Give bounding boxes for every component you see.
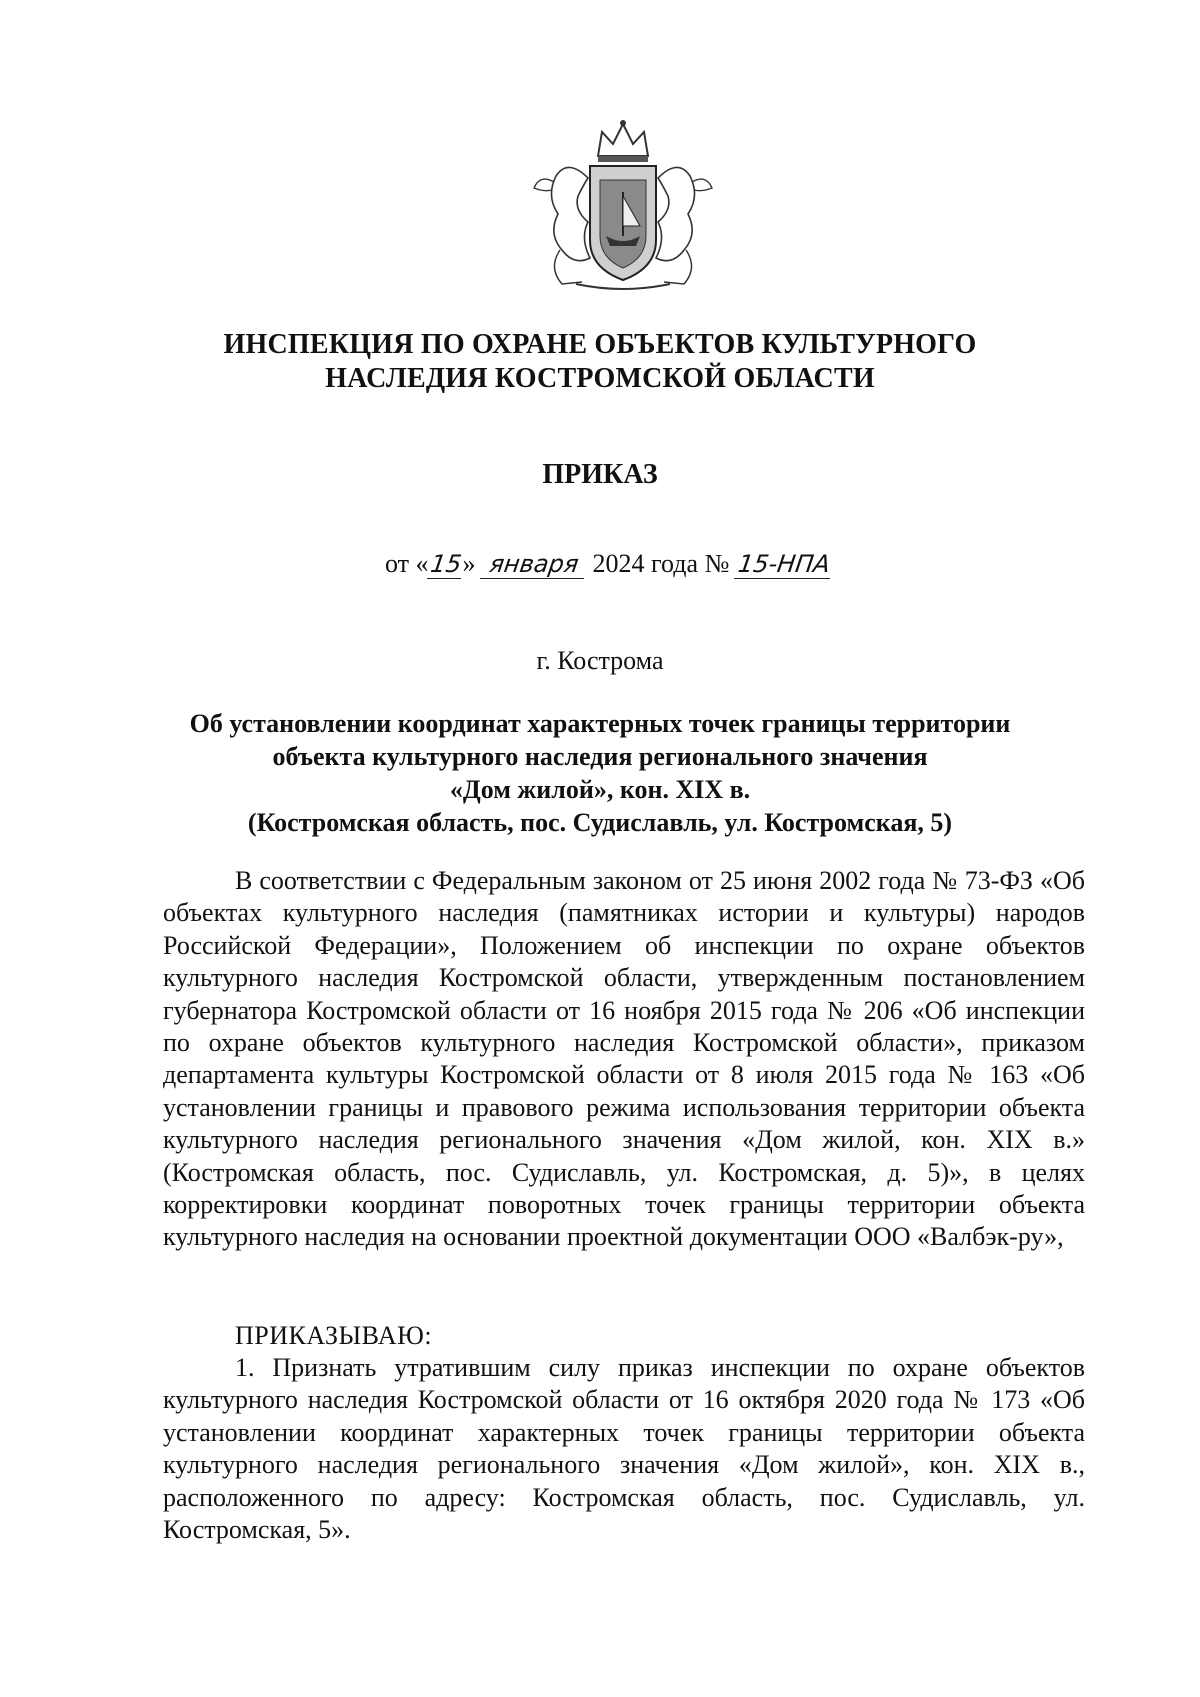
date-prefix: от: [385, 549, 410, 578]
day-close-quote: »: [462, 549, 476, 578]
day-open-quote: «: [415, 549, 429, 578]
coat-of-arms-emblem: [518, 118, 728, 294]
subject-line-3: «Дом жилой», кон. XIX в.: [449, 775, 751, 804]
subject-line-1: Об установлении координат характерных точек границы территории: [189, 709, 1011, 738]
handwritten-day: 15: [428, 550, 463, 578]
city-line: г. Кострома: [536, 646, 664, 675]
org-title-line-1: ИНСПЕКЦИЯ ПО ОХРАНЕ ОБЪЕКТОВ КУЛЬТУРНОГО: [223, 329, 977, 360]
order-subject-heading: [160, 707, 1040, 839]
preamble-paragraph: В соответствии с Федеральным законом от 25 июня 2002 года № 73-ФЗ «Об объектах культурного наследия (памятниках истории и культуры) народов Российской Федерации», Положением об инспекции по охране объектов культурного наследия Костромской области, утвержденным постановлением губернатора Костромской области от 16 ноября 2015 года № 206 «Об инспекции по охране объектов культурного наследия Костромской области», приказом департамента культуры Костромской области от 8 июля 2015 года № 163 «Об установлении границы и правового режима использования территории объекта культурного наследия регионального значения «Дом жилой, кон. XIX в.» (Костромская область, пос. Судиславль, ул. Костромская, д. 5)», в целях корректировки координат поворотных точек границы территории объекта культурного наследия на основании проектной документации ООО «Валбэк-ру»,: [163, 866, 1085, 1252]
subject-line-4: (Костромская область, пос. Судиславль, ул. Костромская, 5): [247, 808, 953, 837]
org-title-line-2: НАСЛЕДИЯ КОСТРОМСКОЙ ОБЛАСТИ: [325, 363, 875, 394]
order-directive-word: ПРИКАЗЫВАЮ:: [235, 1321, 433, 1350]
handwritten-month: января: [480, 550, 588, 579]
handwritten-order-number: 15-НПА: [734, 550, 834, 579]
document-type-title: ПРИКАЗ: [542, 459, 658, 490]
order-date-line: [385, 548, 832, 580]
order-item-1: 1. Признать утратившим силу приказ инспекции по охране объектов культурного наследия Костромской области от 16 октября 2020 года № 173 «Об установлении координат характерных точек границы территории объекта культурного наследия регионального значения «Дом жилой», кон. XIX в., расположенного по адресу: Костромская область, пос. Судиславль, ул. Костромская, 5».: [163, 1353, 1085, 1545]
year-text: 2024 года №: [592, 549, 730, 578]
subject-line-2: объекта культурного наследия регионального значения: [272, 742, 928, 771]
organization-title: [100, 328, 1100, 396]
